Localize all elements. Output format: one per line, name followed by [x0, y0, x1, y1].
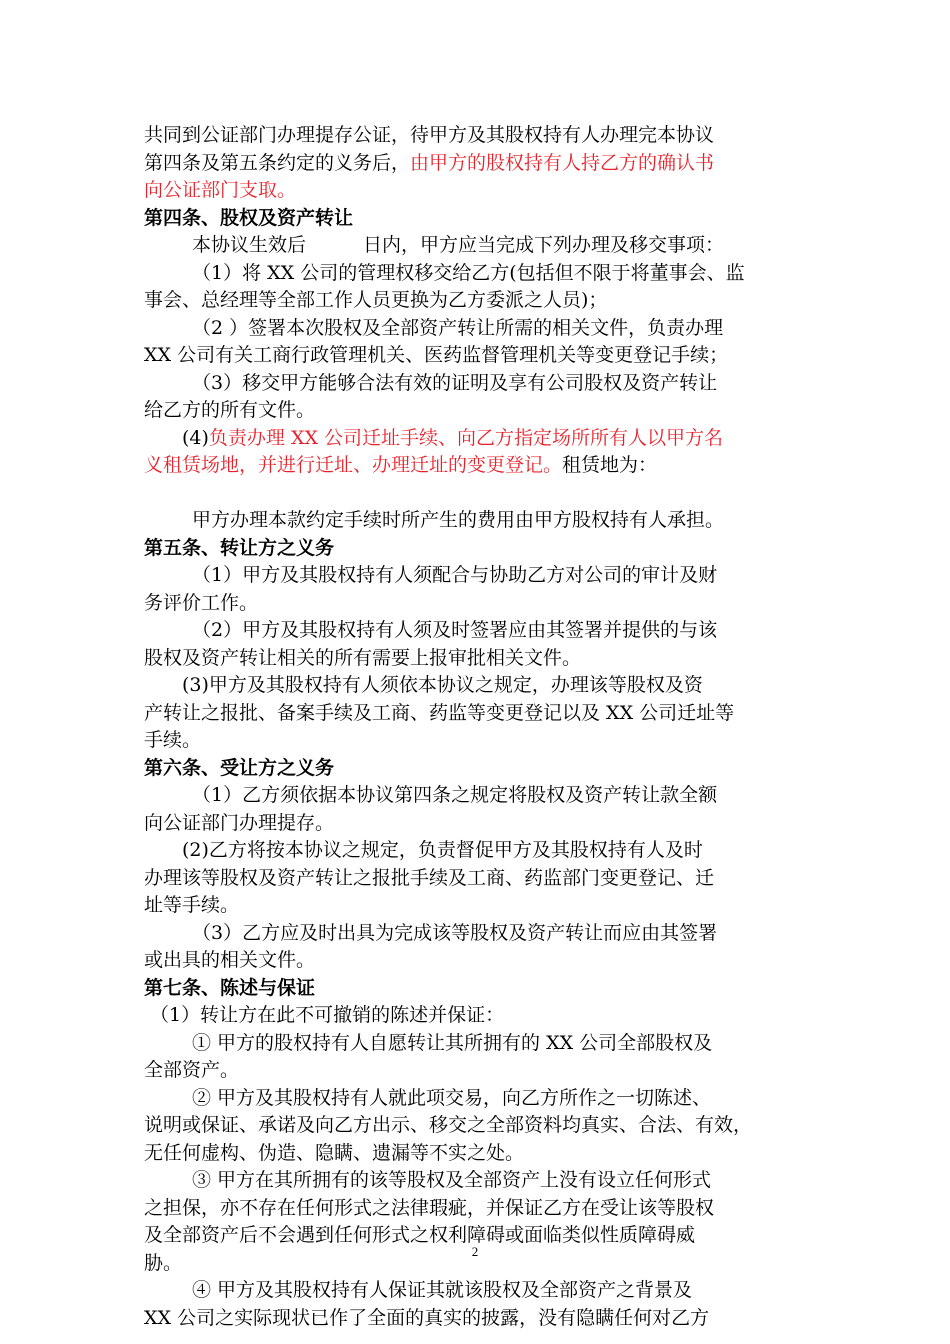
clause-item: （2）甲方及其股权持有人须及时签署应由其签署并提供的与该	[192, 619, 718, 641]
highlighted-text: 义租赁场地，并进行迁址、办理迁址的变更登记。	[144, 454, 563, 476]
body-line: 产转让之报批、备案手续及工商、药监等变更登记以及 XX 公司迁址等	[144, 701, 735, 724]
document-body	[144, 122, 812, 1332]
body-line: 全部资产。	[144, 1059, 240, 1081]
body-line: 及全部资产后不会遇到任何形式之权利障碍或面临类似性质障碍威	[144, 1224, 696, 1246]
body-line: 本协议生效后 日内，甲方应当完成下列办理及移交事项：	[192, 234, 725, 256]
clause-item: (3)甲方及其股权持有人须依本协议之规定，办理该等股权及资	[182, 674, 703, 696]
clause-item	[144, 425, 812, 453]
clause-item: （1）乙方须依据本协议第四条之规定将股权及资产转让款全额	[192, 784, 718, 806]
body-line: 共同到公证部门办理提存公证，待甲方及其股权持有人办理完本协议	[144, 124, 715, 146]
highlighted-text: 负责办理 XX 公司迁址手续、向乙方指定场所所有人以甲方名	[208, 426, 724, 449]
sub-clause-item: ① 甲方的股权持有人自愿转让其所拥有的 XX 公司全部股权及	[192, 1031, 713, 1054]
body-line: 甲方办理本款约定手续时所产生的费用由甲方股权持有人承担。	[192, 509, 725, 531]
body-line: XX 公司有关工商行政管理机关、医药监督管理机关等变更登记手续；	[144, 344, 729, 366]
sub-clause-item: ② 甲方及其股权持有人就此项交易，向乙方所作之一切陈述、	[192, 1086, 712, 1109]
body-line: 说明或保证、承诺及向乙方出示、移交之全部资料均真实、合法、有效，	[144, 1114, 753, 1136]
article-5-heading: 第五条、转让方之义务	[144, 536, 335, 559]
article-4-heading: 第四条、股权及资产转让	[144, 206, 354, 229]
highlighted-line: 向公证部门支取。	[144, 179, 297, 201]
body-line	[144, 452, 812, 480]
sub-clause-item: ③ 甲方在其所拥有的该等股权及全部资产上没有设立任何形式	[192, 1169, 712, 1191]
body-line: 务评价工作。	[144, 591, 259, 614]
clause-item: （3）乙方应及时出具为完成该等股权及资产转让而应由其签署	[192, 921, 718, 944]
clause-item: （1）将 XX 公司的管理权移交给乙方(包括但不限于将董事会、监	[192, 261, 745, 284]
body-line: 给乙方的所有文件。	[144, 399, 316, 421]
body-line: 股权及资产转让相关的所有需要上报审批相关文件。	[144, 646, 582, 669]
clause-number: (4)	[182, 426, 209, 449]
clause-item: （2 ）签署本次股权及全部资产转让所需的相关文件，负责办理	[192, 316, 724, 339]
page-number: 2	[471, 1244, 479, 1259]
body-line: 办理该等股权及资产转让之报批手续及工商、药监部门变更登记、迁	[144, 866, 715, 889]
body-text: 租赁地为：	[562, 454, 658, 476]
clause-item: （1）甲方及其股权持有人须配合与协助乙方对公司的审计及财	[192, 564, 718, 586]
body-line: 或出具的相关文件。	[144, 949, 316, 971]
clause-item: （3）移交甲方能够合法有效的证明及享有公司股权及资产转让	[192, 371, 718, 394]
body-line: 无任何虚构、伪造、隐瞒、遗漏等不实之处。	[144, 1141, 525, 1164]
blank-line	[144, 480, 812, 508]
body-line: XX 公司之实际现状已作了全面的真实的披露，没有隐瞒任何对乙方	[144, 1306, 710, 1329]
body-line: 之担保，亦不存在任何形式之法律瑕疵，并保证乙方在受让该等股权	[144, 1196, 715, 1219]
highlighted-text: 由甲方的股权持有人持乙方的确认书	[410, 151, 715, 174]
article-7-heading: 第七条、陈述与保证	[144, 976, 316, 999]
body-line	[144, 150, 812, 178]
body-line: 事会、总经理等全部工作人员更换为乙方委派之人员)；	[144, 289, 608, 311]
body-line: 向公证部门办理提存。	[144, 811, 335, 834]
clause-item: （1）转让方在此不可撤销的陈述并保证：	[150, 1004, 505, 1026]
body-line: 址等手续。	[144, 894, 240, 916]
clause-item: (2)乙方将按本协议之规定，负责督促甲方及其股权持有人及时	[182, 839, 703, 861]
body-line: 胁。	[144, 1251, 183, 1274]
body-line: 手续。	[144, 729, 202, 751]
body-text: 第四条及第五条约定的义务后，	[144, 151, 411, 174]
sub-clause-item: ④ 甲方及其股权持有人保证其就该股权及全部资产之背景及	[192, 1279, 693, 1301]
article-6-heading: 第六条、受让方之义务	[144, 756, 335, 779]
